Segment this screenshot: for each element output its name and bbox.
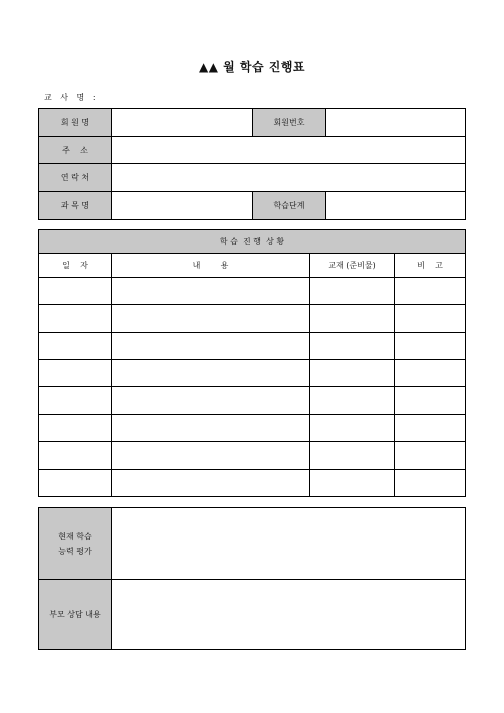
contact-field[interactable] xyxy=(112,164,466,192)
progress-cell-material[interactable] xyxy=(310,277,395,304)
progress-cell-content[interactable] xyxy=(112,277,310,304)
progress-cell-material[interactable] xyxy=(310,359,395,386)
progress-cell-date[interactable] xyxy=(39,414,112,441)
member-name-label: 회 원 명 xyxy=(39,109,112,137)
progress-row xyxy=(39,414,466,441)
progress-row xyxy=(39,332,466,359)
subject-label: 과 목 명 xyxy=(39,192,112,220)
parent-consult-label: 부모 상담 내용 xyxy=(39,580,112,650)
current-ability-line1: 현재 학습 xyxy=(58,531,92,541)
level-label: 학습단계 xyxy=(253,192,326,220)
current-ability-field[interactable] xyxy=(112,508,466,580)
progress-cell-note[interactable] xyxy=(395,277,466,304)
progress-cell-content[interactable] xyxy=(112,305,310,332)
progress-row xyxy=(39,469,466,496)
member-name-field[interactable] xyxy=(112,109,253,137)
progress-cell-material[interactable] xyxy=(310,469,395,496)
progress-cell-content[interactable] xyxy=(112,332,310,359)
progress-cell-note[interactable] xyxy=(395,387,466,414)
progress-row xyxy=(39,359,466,386)
column-header-content: 내 용 xyxy=(112,254,310,277)
page-title: ▲▲ 월 학습 진행표 xyxy=(198,60,306,74)
progress-cell-note[interactable] xyxy=(395,332,466,359)
progress-cell-content[interactable] xyxy=(112,359,310,386)
progress-cell-material[interactable] xyxy=(310,305,395,332)
current-ability-label xyxy=(39,508,112,580)
progress-row xyxy=(39,442,466,469)
progress-row xyxy=(39,277,466,304)
column-header-material: 교재 (준비물) xyxy=(310,254,395,277)
current-ability-line2: 능력 평가 xyxy=(58,546,92,556)
progress-cell-date[interactable] xyxy=(39,387,112,414)
contact-label: 연 락 처 xyxy=(39,164,112,192)
progress-cell-note[interactable] xyxy=(395,414,466,441)
parent-consult-field[interactable] xyxy=(112,580,466,650)
progress-row xyxy=(39,305,466,332)
address-label: 주 소 xyxy=(39,137,112,164)
progress-cell-material[interactable] xyxy=(310,387,395,414)
progress-header: 학 습 진 행 상 황 xyxy=(39,230,466,254)
progress-cell-date[interactable] xyxy=(39,305,112,332)
progress-cell-note[interactable] xyxy=(395,442,466,469)
member-number-field[interactable] xyxy=(326,109,466,137)
progress-cell-date[interactable] xyxy=(39,469,112,496)
progress-cell-content[interactable] xyxy=(112,442,310,469)
member-number-label: 회원번호 xyxy=(253,109,326,137)
progress-row xyxy=(39,387,466,414)
column-header-note: 비 고 xyxy=(395,254,466,277)
progress-cell-material[interactable] xyxy=(310,414,395,441)
progress-table xyxy=(38,229,466,497)
progress-cell-note[interactable] xyxy=(395,305,466,332)
progress-cell-material[interactable] xyxy=(310,332,395,359)
progress-cell-content[interactable] xyxy=(112,387,310,414)
progress-cell-date[interactable] xyxy=(39,442,112,469)
progress-cell-note[interactable] xyxy=(395,359,466,386)
progress-cell-date[interactable] xyxy=(39,359,112,386)
column-header-date: 일 자 xyxy=(39,254,112,277)
evaluation-table xyxy=(38,507,466,650)
progress-cell-material[interactable] xyxy=(310,442,395,469)
subject-field[interactable] xyxy=(112,192,253,220)
progress-cell-content[interactable] xyxy=(112,414,310,441)
member-info-table xyxy=(38,108,466,220)
teacher-name-label: 교 사 명 : xyxy=(44,93,99,102)
progress-cell-note[interactable] xyxy=(395,469,466,496)
progress-cell-content[interactable] xyxy=(112,469,310,496)
level-field[interactable] xyxy=(326,192,466,220)
progress-cell-date[interactable] xyxy=(39,332,112,359)
address-field[interactable] xyxy=(112,137,466,164)
progress-cell-date[interactable] xyxy=(39,277,112,304)
